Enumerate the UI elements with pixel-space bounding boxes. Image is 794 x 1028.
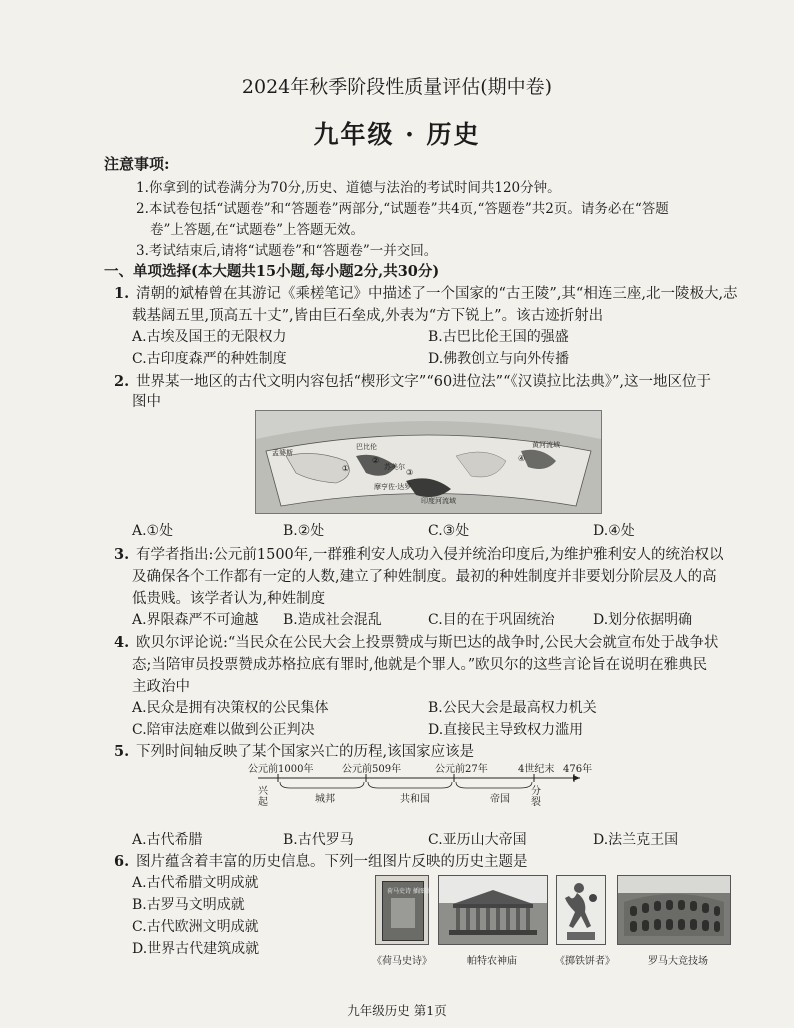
ancient-civilizations-map xyxy=(255,410,602,514)
book-title: 荷马史诗 插图版 xyxy=(387,888,431,895)
history-timeline xyxy=(240,756,593,826)
question-text: 有学者指出:公元前1500年,一群雅利安人成功入侵并统治印度后,为维护雅利安人的统治权以 xyxy=(136,547,724,563)
timeline-period: 兴起 xyxy=(258,786,268,808)
question-1 xyxy=(114,282,738,303)
colosseum-image xyxy=(617,875,731,945)
image-caption: 《掷铁饼者》 xyxy=(555,956,615,967)
option-d[interactable]: D.直接民主导致权力滥用 xyxy=(428,722,584,738)
question-text: 欧贝尔评论说:“当民众在公民大会上投票赞成与斯巴达的战争时,公民大会就宣布处于战争状 xyxy=(136,635,719,651)
timeline-period: 分裂 xyxy=(531,786,541,808)
exam-subject: 九年级 · 历史 xyxy=(313,120,481,149)
question-text: 图中 xyxy=(132,394,161,410)
page-footer: 九年级历史 第1页 xyxy=(347,1003,447,1018)
question-number: 5. xyxy=(114,743,130,760)
timeline-point: 公元前509年 xyxy=(342,764,402,775)
colosseum-icon xyxy=(618,876,730,944)
notes-heading: 注意事项: xyxy=(104,155,170,173)
question-text: 低贵贱。该学者认为,种姓制度 xyxy=(132,591,326,607)
question-text: 主政治中 xyxy=(132,679,190,695)
option-d[interactable]: D.划分依据明确 xyxy=(593,612,693,628)
question-number: 1. xyxy=(114,285,130,302)
question-number: 3. xyxy=(114,546,130,563)
option-c[interactable]: C.陪审法庭难以做到公正判决 xyxy=(132,722,315,738)
timeline-period: 帝国 xyxy=(490,794,510,805)
timeline-period: 城邦 xyxy=(315,794,335,805)
option-b[interactable]: B.古代罗马 xyxy=(283,832,354,848)
section-heading: 一、单项选择(本大题共15小题,每小题2分,共30分) xyxy=(104,263,440,280)
question-2 xyxy=(114,370,711,391)
option-b[interactable]: B.古罗马文明成就 xyxy=(132,897,245,913)
question-text: 态;当陪审员投票赞成苏格拉底有罪时,他就是个罪人。”欧贝尔的这些言论旨在说明在雅典民 xyxy=(132,657,708,673)
map-label: 印度河流域 xyxy=(421,497,456,505)
question-number: 4. xyxy=(114,634,130,651)
timeline-point: 公元前27年 xyxy=(435,764,488,775)
option-a[interactable]: A.古埃及国王的无限权力 xyxy=(132,329,287,345)
option-b[interactable]: B.古巴比伦王国的强盛 xyxy=(428,329,569,345)
statue-icon xyxy=(557,876,605,944)
map-graphic xyxy=(256,411,601,513)
question-text: 下列时间轴反映了某个国家兴亡的历程,该国家应该是 xyxy=(136,744,475,760)
map-label: 巴比伦 xyxy=(356,443,377,451)
option-c[interactable]: C.③处 xyxy=(428,523,470,539)
option-a[interactable]: A.古代希腊 xyxy=(132,832,203,848)
map-marker-4: ④ xyxy=(518,454,526,463)
option-c[interactable]: C.亚历山大帝国 xyxy=(428,832,527,848)
image-caption: 帕特农神庙 xyxy=(467,956,517,967)
option-c[interactable]: C.古代欧洲文明成就 xyxy=(132,919,259,935)
book-image xyxy=(375,875,429,945)
question-number: 6. xyxy=(114,853,130,870)
option-d[interactable]: D.法兰克王国 xyxy=(593,832,679,848)
question-4 xyxy=(114,631,718,652)
map-marker-3: ③ xyxy=(406,468,414,477)
option-a[interactable]: A.古代希腊文明成就 xyxy=(132,875,259,891)
option-c[interactable]: C.古印度森严的种姓制度 xyxy=(132,351,287,367)
option-d[interactable]: D.世界古代建筑成就 xyxy=(132,941,260,957)
note-line: 卷”上答题,在“试题卷”上答题无效。 xyxy=(150,222,364,238)
timeline-period: 共和国 xyxy=(400,794,430,805)
note-line: 3.考试结束后,请将“试题卷”和“答题卷”一并交回。 xyxy=(136,243,438,259)
option-d[interactable]: D.佛教创立与向外传播 xyxy=(428,351,570,367)
option-b[interactable]: B.公民大会是最高权力机关 xyxy=(428,700,597,716)
image-caption: 罗马大竞技场 xyxy=(648,956,708,967)
map-label: 摩亨佐·达罗 xyxy=(374,483,412,491)
timeline-point: 4世纪末 xyxy=(518,764,555,775)
map-label: 孟婆斯 xyxy=(272,449,293,457)
timeline-point: 公元前1000年 xyxy=(248,764,314,775)
question-text: 及确保各个工作都有一定的人数,建立了种姓制度。最初的种姓制度并非要划分阶层及人的高 xyxy=(132,569,717,585)
option-a[interactable]: A.界限森严不可逾越 xyxy=(132,612,259,628)
question-3 xyxy=(114,543,724,564)
question-text: 载基阔五里,顶高五十丈”,皆由巨石垒成,外表为“方下锐上”。该古迹折射出 xyxy=(132,308,604,324)
question-6 xyxy=(114,850,528,871)
book-illustration xyxy=(391,898,415,928)
option-a[interactable]: A.①处 xyxy=(132,523,174,539)
map-label: 苏美尔 xyxy=(384,463,405,471)
option-b[interactable]: B.②处 xyxy=(283,523,325,539)
option-b[interactable]: B.造成社会混乱 xyxy=(283,612,382,628)
map-marker-1: ① xyxy=(342,464,350,473)
question-text: 世界某一地区的古代文明内容包括“楔形文字”“60进位法”“《汉谟拉比法典》”,这一地区位于 xyxy=(136,374,712,390)
option-d[interactable]: D.④处 xyxy=(593,523,635,539)
map-marker-2: ② xyxy=(372,456,380,465)
timeline-point: 476年 xyxy=(563,764,593,775)
question-text: 清朝的斌椿曾在其游记《乘槎笔记》中描述了一个国家的“古王陵”,其“相连三座,北一陵极大,志 xyxy=(136,286,738,302)
temple-icon xyxy=(439,876,547,944)
parthenon-image xyxy=(438,875,548,945)
discobolus-image xyxy=(556,875,606,945)
question-number: 2. xyxy=(114,373,130,390)
note-line: 2.本试卷包括“试题卷”和“答题卷”两部分,“试题卷”共4页,“答题卷”共2页。请务必在“答题 xyxy=(136,201,669,217)
note-line: 1.你拿到的试卷满分为70分,历史、道德与法治的考试时间共120分钟。 xyxy=(136,180,561,196)
image-caption: 《荷马史诗》 xyxy=(372,956,432,967)
map-label: 黄河流域 xyxy=(532,441,560,449)
option-a[interactable]: A.民众是拥有决策权的公民集体 xyxy=(132,700,329,716)
question-text: 图片蕴含着丰富的历史信息。下列一组图片反映的历史主题是 xyxy=(136,854,528,870)
book-cover xyxy=(382,881,431,941)
exam-title: 2024年秋季阶段性质量评估(期中卷) xyxy=(241,76,553,98)
option-c[interactable]: C.目的在于巩固统治 xyxy=(428,612,555,628)
